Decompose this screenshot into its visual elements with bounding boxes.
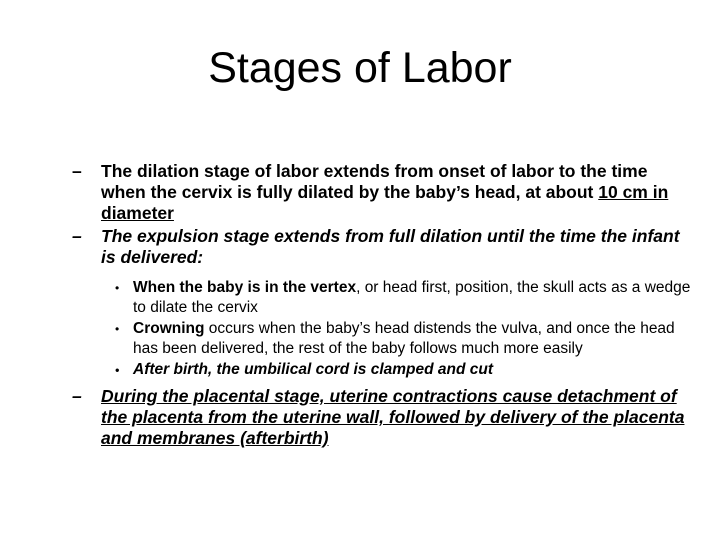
crowning-text bbox=[133, 320, 675, 357]
vertex-bold-text: When the baby is in the vertex bbox=[133, 279, 357, 296]
dash-marker: – bbox=[72, 386, 82, 406]
list-item-vertex bbox=[72, 278, 692, 318]
dilation-stage-text bbox=[101, 161, 668, 223]
bullet-marker: • bbox=[115, 281, 120, 295]
list-item-placental-stage bbox=[72, 386, 692, 449]
bullet-marker: • bbox=[115, 363, 120, 377]
afterbirth-text: After birth, the umbilical cord is clamped and cut bbox=[133, 361, 494, 378]
dilation-diameter-text: 10 cm in diameter bbox=[101, 182, 669, 223]
vertex-rest-text: , or head first, position, the skull acts as a wedge to dilate the cervix bbox=[133, 279, 691, 316]
slide-title: Stages of Labor bbox=[208, 44, 512, 92]
placental-stage-text: During the placental stage, uterine contractions cause detachment of the placenta from the uterine wall, followed by delivery of the placenta and membranes (afterbirth) bbox=[101, 386, 685, 448]
list-item-afterbirth bbox=[72, 360, 692, 380]
bullet-marker: • bbox=[115, 322, 120, 336]
list-item-crowning bbox=[72, 319, 692, 359]
list-item-expulsion-stage bbox=[72, 226, 692, 268]
vertex-text bbox=[133, 279, 690, 316]
expulsion-sub-list bbox=[72, 278, 692, 380]
crowning-rest-text: occurs when the baby’s head distends the vulva, and once the head has been delivered, the rest of the baby follows much more easily bbox=[133, 320, 675, 357]
dash-marker: – bbox=[72, 161, 82, 181]
list-item-dilation-stage bbox=[72, 161, 692, 224]
crowning-bold-text: Crowning bbox=[133, 320, 205, 337]
dash-marker: – bbox=[72, 226, 82, 246]
slide-content bbox=[72, 161, 692, 451]
expulsion-stage-text: The expulsion stage extends from full dilation until the time the infant is delivered: bbox=[101, 226, 680, 267]
dilation-text-main: The dilation stage of labor extends from onset of labor to the time when the cervix is fully dilated by the baby’s head, at about bbox=[101, 161, 648, 202]
